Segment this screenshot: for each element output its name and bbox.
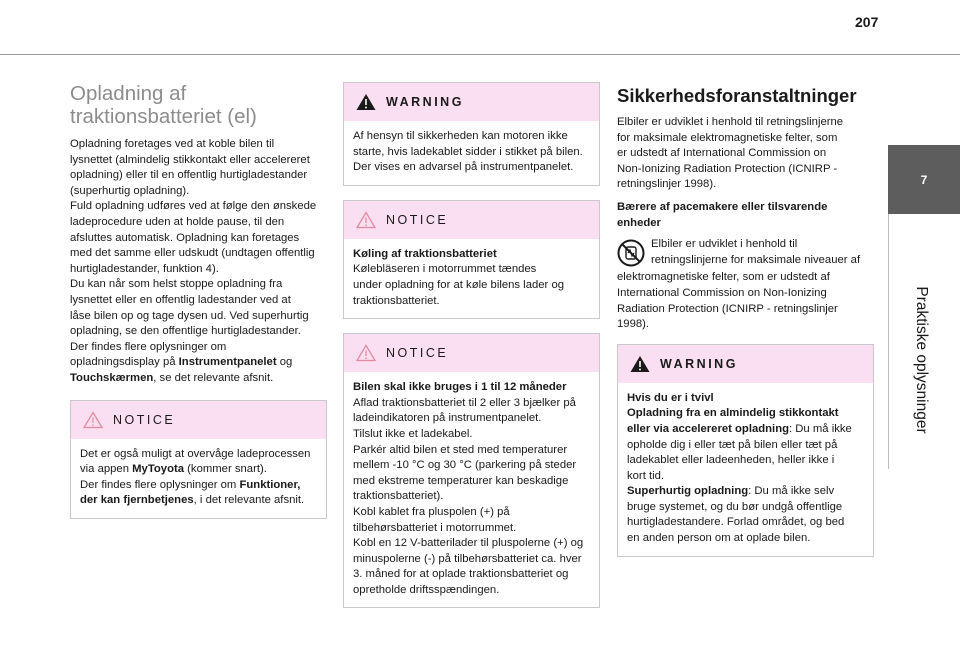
section-title-safety: Sikkerhedsforanstaltninger: [617, 85, 857, 106]
pacemaker-body: elektromagnetiske felter, som er udstedt af International Commission on Non-Ionizing Radiation Protection (ICNIRP - retningslinjer 1998).: [617, 271, 838, 331]
pacemaker-heading: Bærere af pacemakere eller tilsvarende enheder: [617, 200, 828, 229]
safety-intro: Elbiler er udviklet i henhold til retningslinjerne for maksimale elektromagnetiske felter, som er udstedt af International Commission on Non-Ionizing Radiation Protection (ICNIRP - retningslinjer 1998).: [617, 116, 844, 191]
touchscreen-ref: Touchskærmen: [70, 371, 154, 384]
notice-triangle-icon: [356, 344, 376, 362]
pacemaker-prohibited-icon: [617, 239, 645, 267]
notice-triangle-icon: [83, 411, 103, 429]
notice-header: NOTICE: [344, 334, 599, 372]
top-divider: [0, 54, 960, 55]
notice-box-app: NOTICE Det er også muligt at overvåge ladeprocessen via appen MyToyota (kommer snart). Der findes flere oplysninger om Funktioner, der kan fjernbetjenes, i det relevante afsnit.: [70, 400, 327, 519]
column-safety: [617, 82, 874, 557]
notice-header: NOTICE: [344, 201, 599, 239]
pacemaker-notice: Elbiler er udviklet i henhold til retningslinjerne for maksimale niveauer af: [617, 237, 874, 268]
column-charging: [70, 82, 327, 519]
notice-box-cooling: NOTICE Køling af traktionsbatteriet Kølebläseren i motorrummet tændes under opladning for at køle bilens lader og traktionsbatteriet.: [343, 200, 600, 319]
instrument-panel-ref: Instrumentpanelet: [178, 356, 277, 369]
chapter-tab[interactable]: 7: [888, 145, 960, 214]
warning-box-safety: WARNING Hvis du er i tvivl Opladning fra en almindelig stikkontakt eller via accelereret opladning: Du må ikke opholde dig i eller tæt på bilen eller tæt på ladekablet eller ladeenheden, heller ikke i kort tid. Superhurtig opladning: Du må ikke selv bruge systemet, og du bør undgå offentlige hurtigladestandere. Forlad området, og bed en anden person om at oplade bilen.: [617, 344, 874, 557]
warning-triangle-icon: [630, 355, 650, 373]
side-divider: [888, 214, 889, 469]
notice-header: NOTICE: [71, 401, 326, 439]
mytoyota-ref: MyToyota: [132, 463, 185, 476]
warning-box-cable: WARNING Af hensyn til sikkerheden kan motoren ikke starte, hvis ladekablet sidder i stikket på bilen. Der vises en advarsel på instrumentpanelet.: [343, 82, 600, 186]
notice-triangle-icon: [356, 211, 376, 229]
column-warnings: [343, 82, 600, 608]
notice-box-storage: NOTICE Bilen skal ikke bruges i 1 til 12 måneder Aflad traktionsbatteriet til 2 eller 3 bjælker på ladeindikatoren på instrumentpanelet. Tilslut ikke et ladekabel. Parkér altid bilen et sted med temperaturer mellem -10 °C og 30 °C (parkering på steder med ekstreme temperaturer kan beskadige traktionsbatteriet). Kobl kablet fra pluspolen (+) på tilbehørsbatteriet i motorrummet. Kobl en 12 V-batterilader til pluspolerne (+) og minuspolerne (-) på tilbehørsbatteriet ca. hver 3. måned for at oplade traktionsbatteriet og opretholde driftsspændingen.: [343, 333, 600, 608]
section-title-charging: Opladning af traktionsbatteriet (el): [70, 82, 257, 128]
page-number: 207: [855, 14, 879, 30]
charging-body: Opladning foretages ved at koble bilen til lysnettet (almindelig stikkontakt eller accelereret opladning) eller til en offentlig hurtigladestander (superhurtig opladning). Fuld opladning udføres ved at følge den ønskede ladeprocedure uden at holde pause, til den afsluttes automatisk. Opladning kan foretages med det samme eller udskudt (undtagen offentlig hurtigladestander, funktion 4). Du kan når som helst stoppe opladning fra lysnettet eller en offentlig ladestander ved at låse bilen op og tage dysen ud. Ved superhurtig opladning, se den offentlige hurtigladestander. Der findes flere oplysninger om opladningsdisplay på Instrumentpanelet og Touchskærmen, se det relevante afsnit.: [70, 138, 317, 384]
warning-header: WARNING: [618, 345, 873, 383]
warning-header: WARNING: [344, 83, 599, 121]
warning-triangle-icon: [356, 93, 376, 111]
chapter-label: Praktiske oplysninger: [913, 286, 930, 434]
